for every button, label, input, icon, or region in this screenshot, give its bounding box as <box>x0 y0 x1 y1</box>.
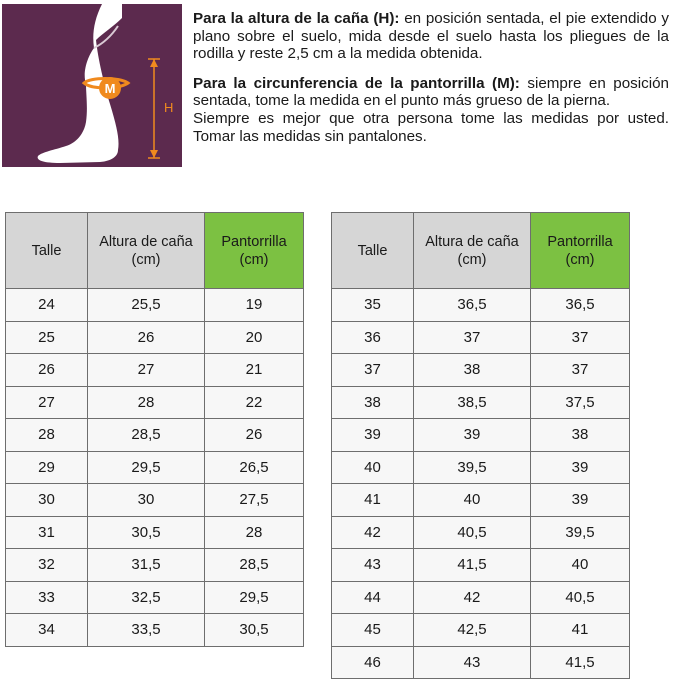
cell-talle: 28 <box>6 419 88 452</box>
table-row <box>332 419 630 452</box>
table-row <box>332 516 630 549</box>
header-pantorrilla: Pantorrilla (cm) <box>531 213 630 289</box>
measurement-instructions <box>193 10 669 145</box>
cell-altura-cana: 27 <box>88 354 205 387</box>
cell-pantorrilla: 37 <box>531 354 630 387</box>
cell-pantorrilla: 39,5 <box>531 516 630 549</box>
cell-altura-cana: 41,5 <box>414 549 531 582</box>
cell-talle: 40 <box>332 451 414 484</box>
measurement-note: Siempre es mejor que otra persona tome las medidas por usted. Tomar las medidas sin pantalones. <box>193 109 669 145</box>
cell-pantorrilla: 38 <box>531 419 630 452</box>
cell-talle: 34 <box>6 614 88 647</box>
cell-pantorrilla: 41 <box>531 614 630 647</box>
cell-talle: 44 <box>332 581 414 614</box>
cell-altura-cana: 26 <box>88 321 205 354</box>
cell-talle: 46 <box>332 646 414 679</box>
cell-altura-cana: 28 <box>88 386 205 419</box>
cell-altura-cana: 31,5 <box>88 549 205 582</box>
cell-altura-cana: 25,5 <box>88 289 205 322</box>
cell-altura-cana: 38 <box>414 354 531 387</box>
cell-altura-cana: 36,5 <box>414 289 531 322</box>
cell-pantorrilla: 21 <box>205 354 304 387</box>
table-row <box>332 614 630 647</box>
cell-pantorrilla: 19 <box>205 289 304 322</box>
cell-altura-cana: 30 <box>88 484 205 517</box>
cell-pantorrilla: 30,5 <box>205 614 304 647</box>
height-instruction-lead: Para la altura de la caña (H): <box>193 10 400 27</box>
cell-talle: 24 <box>6 289 88 322</box>
m-label: M <box>104 81 116 96</box>
cell-talle: 41 <box>332 484 414 517</box>
table-row <box>332 646 630 679</box>
cell-talle: 32 <box>6 549 88 582</box>
cell-pantorrilla: 29,5 <box>205 581 304 614</box>
h-label: H <box>164 100 174 115</box>
cell-pantorrilla: 37,5 <box>531 386 630 419</box>
table-body-left <box>6 289 304 647</box>
header-talle: Talle <box>6 213 88 289</box>
table-row <box>6 321 304 354</box>
cell-pantorrilla: 26 <box>205 419 304 452</box>
cell-talle: 38 <box>332 386 414 419</box>
cell-talle: 36 <box>332 321 414 354</box>
cell-talle: 35 <box>332 289 414 322</box>
table-row <box>6 354 304 387</box>
table-header-row <box>6 213 304 289</box>
leg-measurement-illustration <box>2 4 182 167</box>
table-row <box>6 289 304 322</box>
cell-pantorrilla: 40,5 <box>531 581 630 614</box>
table-row <box>6 451 304 484</box>
cell-talle: 43 <box>332 549 414 582</box>
table-row <box>332 321 630 354</box>
table-row <box>6 549 304 582</box>
table-row <box>332 484 630 517</box>
cell-pantorrilla: 39 <box>531 484 630 517</box>
cell-pantorrilla: 26,5 <box>205 451 304 484</box>
cell-pantorrilla: 22 <box>205 386 304 419</box>
cell-pantorrilla: 36,5 <box>531 289 630 322</box>
cell-talle: 25 <box>6 321 88 354</box>
height-instruction-text: en posición sentada, el pie extendido y plano sobre el suelo, mida desde el suelo hasta los pliegues de la rodilla y reste 2,5 cm a la medida obtenida. <box>193 10 669 63</box>
calf-instruction <box>193 75 669 110</box>
header-altura-cana: Altura de caña (cm) <box>414 213 531 289</box>
calf-instruction-text: siempre en posición sentada, tome la medida en el punto más grueso de la pierna. <box>193 74 669 110</box>
table-row <box>332 581 630 614</box>
cell-altura-cana: 28,5 <box>88 419 205 452</box>
table-row <box>332 451 630 484</box>
cell-altura-cana: 29,5 <box>88 451 205 484</box>
cell-pantorrilla: 40 <box>531 549 630 582</box>
cell-talle: 31 <box>6 516 88 549</box>
cell-pantorrilla: 20 <box>205 321 304 354</box>
cell-pantorrilla: 37 <box>531 321 630 354</box>
header-talle: Talle <box>332 213 414 289</box>
cell-talle: 33 <box>6 581 88 614</box>
header-pantorrilla: Pantorrilla (cm) <box>205 213 304 289</box>
cell-pantorrilla: 41,5 <box>531 646 630 679</box>
cell-talle: 26 <box>6 354 88 387</box>
calf-instruction-lead: Para la circunferencia de la pantorrilla (M): <box>193 74 520 92</box>
size-table-right <box>331 212 630 679</box>
table-row <box>332 354 630 387</box>
cell-altura-cana: 30,5 <box>88 516 205 549</box>
table-row <box>6 484 304 517</box>
cell-talle: 29 <box>6 451 88 484</box>
height-instruction <box>193 10 669 63</box>
cell-talle: 30 <box>6 484 88 517</box>
cell-altura-cana: 39 <box>414 419 531 452</box>
cell-pantorrilla: 28,5 <box>205 549 304 582</box>
cell-talle: 45 <box>332 614 414 647</box>
table-header-row <box>332 213 630 289</box>
cell-altura-cana: 38,5 <box>414 386 531 419</box>
table-row <box>6 614 304 647</box>
cell-altura-cana: 40,5 <box>414 516 531 549</box>
cell-altura-cana: 37 <box>414 321 531 354</box>
table-body-right <box>332 289 630 679</box>
cell-altura-cana: 32,5 <box>88 581 205 614</box>
cell-altura-cana: 43 <box>414 646 531 679</box>
table-row <box>332 549 630 582</box>
cell-talle: 27 <box>6 386 88 419</box>
cell-altura-cana: 33,5 <box>88 614 205 647</box>
cell-pantorrilla: 27,5 <box>205 484 304 517</box>
cell-pantorrilla: 28 <box>205 516 304 549</box>
table-row <box>6 516 304 549</box>
cell-altura-cana: 42 <box>414 581 531 614</box>
cell-altura-cana: 40 <box>414 484 531 517</box>
cell-pantorrilla: 39 <box>531 451 630 484</box>
table-row <box>6 386 304 419</box>
table-row <box>6 419 304 452</box>
header-altura-cana: Altura de caña (cm) <box>88 213 205 289</box>
table-row <box>332 289 630 322</box>
cell-talle: 39 <box>332 419 414 452</box>
table-row <box>332 386 630 419</box>
size-table-left <box>5 212 304 647</box>
cell-altura-cana: 42,5 <box>414 614 531 647</box>
table-row <box>6 581 304 614</box>
cell-talle: 37 <box>332 354 414 387</box>
cell-altura-cana: 39,5 <box>414 451 531 484</box>
cell-talle: 42 <box>332 516 414 549</box>
